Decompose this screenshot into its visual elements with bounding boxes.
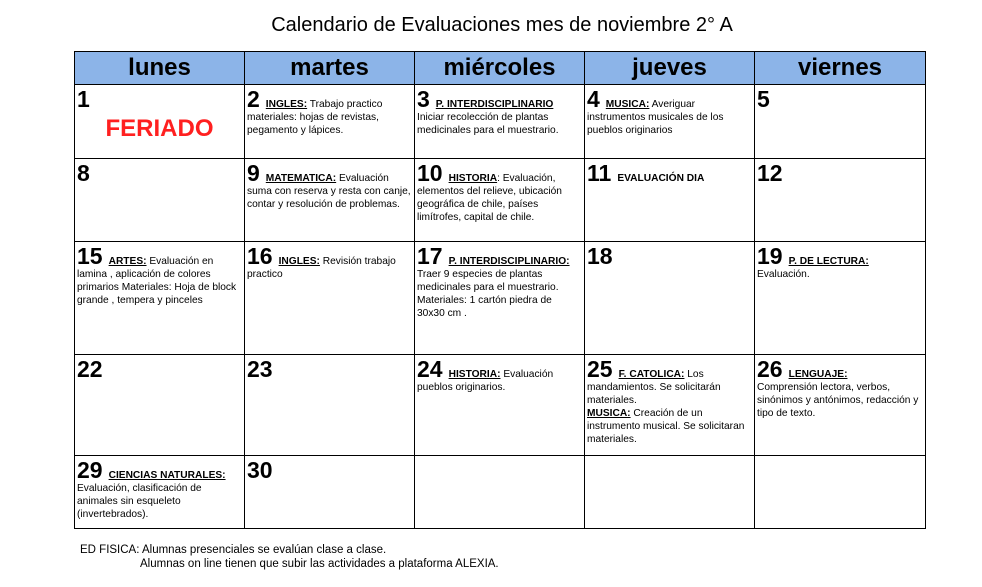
holiday-label: FERIADO <box>105 115 214 142</box>
header-jueves: jueves <box>585 52 755 85</box>
event-text: Creación de un instrumento musical. Se solicitaran materiales. <box>587 408 745 445</box>
event-text: Evaluación. <box>757 269 810 280</box>
header-martes: martes <box>245 52 415 85</box>
event-text: Comprensión lectora, verbos, sinónimos y antónimos, redacción y tipo de texto. <box>757 382 919 419</box>
day-number: 16 <box>247 243 273 269</box>
subject-label: HISTORIA: <box>448 369 501 380</box>
subject-label: INGLES: <box>278 256 320 267</box>
week-row <box>75 242 926 355</box>
empty-cell <box>415 456 585 529</box>
day-number: 17 <box>417 243 443 269</box>
day-number: 19 <box>757 243 783 269</box>
subject-label: INGLES: <box>265 99 308 110</box>
event-text: Traer 9 especies de plantas medicinales para el muestrario. Materiales: 1 cartón piedra de 30x30 cm . <box>417 269 559 319</box>
day-cell <box>755 355 926 456</box>
page-title: Calendario de Evaluaciones mes de noviembre 2° A <box>271 14 733 36</box>
footer-note <box>80 543 499 571</box>
event-text: : Evaluación, elementos del relieve, ubicación geográfica de chile, países limítrofes, capital de chile. <box>417 173 562 223</box>
subject-label: F. CATOLICA: <box>618 369 685 380</box>
day-number: 29 <box>77 457 103 483</box>
day-cell <box>75 242 245 355</box>
event-text: Iniciar recolección de plantas medicinales para el muestrario. <box>417 112 559 136</box>
day-number: 3 <box>417 86 430 112</box>
day-number: 1 <box>77 86 90 112</box>
subject-label: ARTES: <box>108 256 147 267</box>
day-number: 5 <box>757 86 770 112</box>
subject-label: P. INTERDISCIPLINARIO: <box>448 256 570 267</box>
day-number: 10 <box>417 160 443 186</box>
empty-cell <box>755 456 926 529</box>
event-text: Revisión trabajo practico <box>247 256 396 280</box>
header-lunes: lunes <box>75 52 245 85</box>
day-cell <box>755 85 926 159</box>
week-row <box>75 355 926 456</box>
event-text: Evaluación suma con reserva y resta con canje, contar y resolución de problemas. <box>247 173 411 210</box>
header-miercoles: miércoles <box>415 52 585 85</box>
day-number: 15 <box>77 243 103 269</box>
day-cell <box>245 355 415 456</box>
day-cell <box>245 85 415 159</box>
day-cell <box>415 355 585 456</box>
day-number: 11 <box>587 160 612 186</box>
day-number: 23 <box>247 356 273 382</box>
day-cell <box>75 355 245 456</box>
day-cell <box>415 242 585 355</box>
day-cell <box>755 159 926 242</box>
week-row <box>75 159 926 242</box>
day-cell <box>585 159 755 242</box>
calendar-table <box>74 51 926 529</box>
subject-label: P. INTERDISCIPLINARIO <box>435 99 554 110</box>
day-number: 22 <box>77 356 103 382</box>
footer-line-2: Alumnas on line tienen que subir las actividades a plataforma ALEXIA. <box>140 558 499 570</box>
day-cell <box>585 85 755 159</box>
day-cell <box>75 85 245 159</box>
subject-label: MUSICA: <box>587 408 631 419</box>
day-cell <box>75 456 245 529</box>
day-cell <box>755 242 926 355</box>
empty-cell <box>585 456 755 529</box>
subject-label: MUSICA: <box>605 99 650 110</box>
day-cell <box>245 159 415 242</box>
subject-label: CIENCIAS NATURALES: <box>108 470 226 481</box>
subject-label: P. DE LECTURA: <box>788 256 869 267</box>
day-number: 12 <box>757 160 783 186</box>
day-number: 8 <box>77 160 90 186</box>
event-text: Trabajo practico materiales: hojas de revistas, pegamento y lápices. <box>247 99 383 136</box>
day-number: 4 <box>587 86 600 112</box>
day-cell <box>415 85 585 159</box>
event-label: EVALUACIÓN DIA <box>617 173 705 184</box>
day-number: 2 <box>247 86 260 112</box>
day-number: 9 <box>247 160 260 186</box>
header-viernes: viernes <box>755 52 926 85</box>
event-text: Averiguar instrumentos musicales de los pueblos originarios <box>587 99 724 136</box>
day-cell <box>245 242 415 355</box>
footer-line-1: ED FISICA: Alumnas presenciales se evalúan clase a clase. <box>80 544 387 556</box>
day-number: 30 <box>247 457 273 483</box>
day-cell <box>585 355 755 456</box>
day-cell <box>75 159 245 242</box>
week-row <box>75 456 926 529</box>
day-cell <box>415 159 585 242</box>
day-number: 18 <box>587 243 613 269</box>
event-text: Evaluación pueblos originarios. <box>417 369 554 393</box>
event-text: Evaluación en lamina , aplicación de colores primarios Materiales: Hoja de block grande , tempera y pinceles <box>77 256 237 306</box>
event-text: Los mandamientos. Se solicitarán materiales. <box>587 369 721 406</box>
day-cell <box>245 456 415 529</box>
day-cell <box>585 242 755 355</box>
day-number: 25 <box>587 356 613 382</box>
day-number: 24 <box>417 356 443 382</box>
subject-label: MATEMATICA: <box>265 173 337 184</box>
subject-label: HISTORIA <box>448 173 498 184</box>
day-number: 26 <box>757 356 783 382</box>
week-row <box>75 85 926 159</box>
subject-label: LENGUAJE: <box>788 369 848 380</box>
event-text: Evaluación, clasificación de animales sin esqueleto (invertebrados). <box>77 483 202 520</box>
weekday-header-row <box>75 52 926 85</box>
